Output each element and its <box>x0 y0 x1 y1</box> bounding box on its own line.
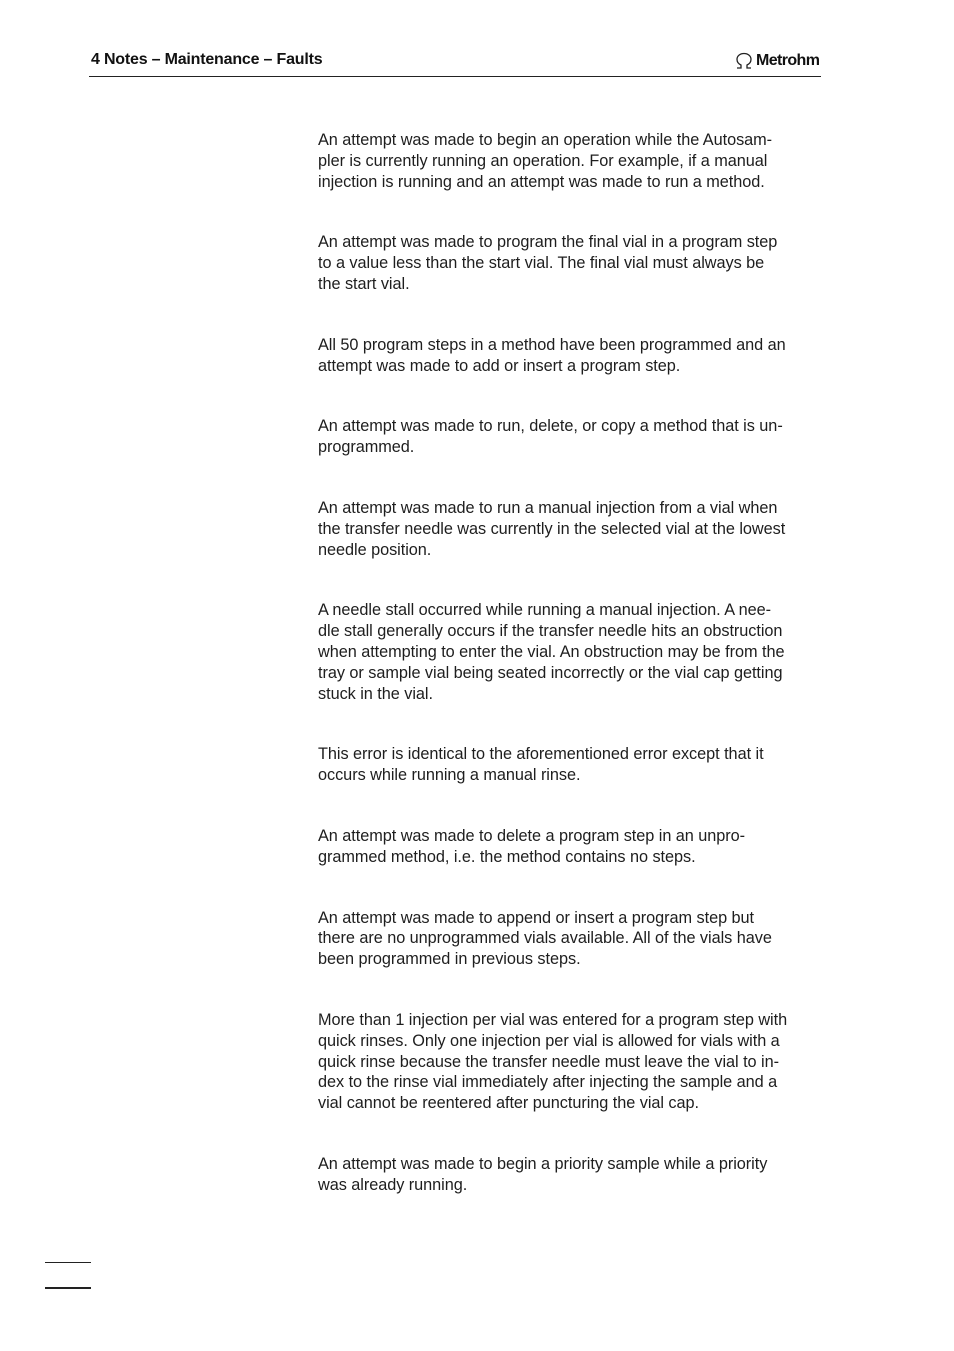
fault-description: An attempt was made to delete a program step in an unpro- grammed method, i.e. the method contains no steps. <box>318 826 746 866</box>
fault-description: An attempt was made to begin a priority sample while a priority was already running. <box>318 1154 768 1194</box>
footer-rule-lower <box>45 1287 91 1289</box>
fault-description: This error is identical to the aforementioned error except that it occurs while running a manual rinse. <box>318 745 764 785</box>
logo-wordmark: Metrohm <box>756 52 820 69</box>
fault-description: A needle stall occurred while running a manual injection. A nee- dle stall generally occurs if the transfer needle hits an obstruction when attempting to enter the vial. An obstruction may be from the tray or sample vial being seated incorrectly or the vial cap getting stuck in the vial. <box>318 601 785 703</box>
company-logo <box>734 50 819 72</box>
fault-descriptions <box>318 130 823 1236</box>
header-divider <box>89 76 821 77</box>
fault-description: All 50 program steps in a method have been programmed and an attempt was made to add or insert a program step. <box>318 335 786 375</box>
fault-description: An attempt was made to run a manual injection from a vial when the transfer needle was currently in the selected vial at the lowest needle position. <box>318 498 786 559</box>
footer-rule-upper <box>45 1262 91 1263</box>
fault-description: An attempt was made to run, delete, or copy a method that is un- programmed. <box>318 417 783 457</box>
fault-description: An attempt was made to program the final vial in a program step to a value less than the start vial. The final vial must always be the start vial. <box>318 233 778 293</box>
page-header-title: 4 Notes – Maintenance – Faults <box>91 51 323 68</box>
omega-icon <box>734 52 754 70</box>
fault-description: An attempt was made to append or insert a program step but there are no unprogrammed vials available. All of the vials have been programmed in previous steps. <box>318 908 772 969</box>
fault-description: More than 1 injection per vial was entered for a program step with quick rinses. Only one injection per vial is allowed for vials with a quick rinse because the transfer needle must leave the vial to in- dex to the rinse vial immediately after injecting the sample and a vial cannot be reentered after puncturing the vial cap. <box>318 1010 788 1113</box>
fault-description: An attempt was made to begin an operation while the Autosam- pler is currently running an operation. For example, if a manual injection is running and an attempt was made to run a method. <box>318 131 773 191</box>
